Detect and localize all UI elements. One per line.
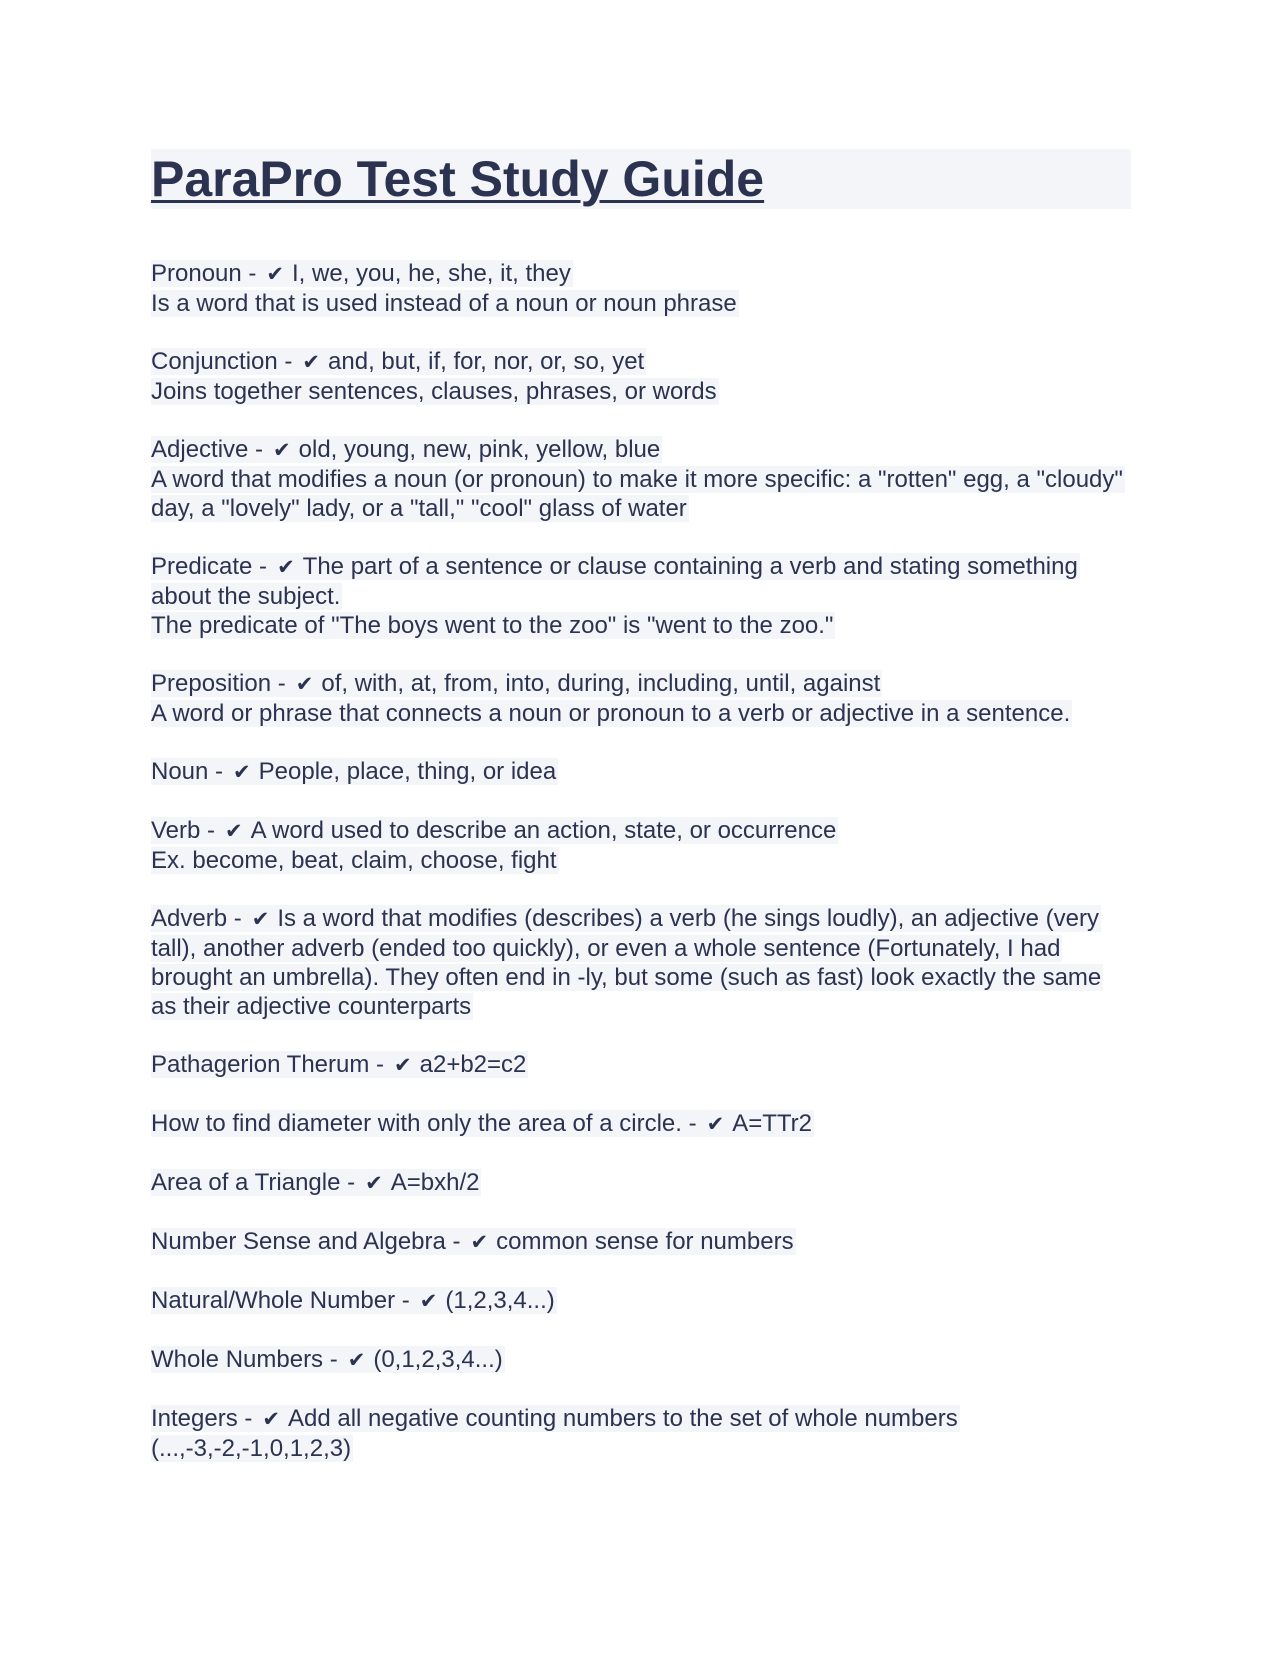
entry-main-line (151, 552, 1131, 611)
study-entry (151, 1050, 1131, 1080)
entry-term: Adjective - (151, 436, 264, 463)
entry-main-line (151, 259, 1131, 289)
study-entry (151, 552, 1131, 640)
entry-main-line (151, 1109, 1131, 1139)
entry-answer: The part of a sentence or clause containing a verb and stating something about the subject. (151, 553, 1078, 610)
title-bar (151, 149, 1131, 209)
study-entry (151, 816, 1131, 875)
entry-main-line (151, 435, 1131, 465)
study-entry (151, 1404, 1131, 1463)
study-entry (151, 1345, 1131, 1375)
entry-extra-line (151, 289, 1131, 318)
study-entry (151, 1227, 1131, 1257)
entry-extra-line (151, 611, 1131, 640)
checkmark-icon: ✔ (295, 672, 314, 696)
entry-extra-line (151, 465, 1131, 523)
entry-answer: a2+b2=c2 (419, 1051, 527, 1078)
entry-answer: Add all negative counting numbers to the set of whole numbers (...,-3,-2,-1,0,1,2,3) (151, 1405, 958, 1462)
entry-term: Predicate - (151, 553, 268, 580)
checkmark-icon: ✔ (394, 1053, 412, 1077)
checkmark-icon: ✔ (273, 438, 291, 462)
checkmark-icon: ✔ (233, 760, 251, 784)
entry-highlight (151, 1228, 796, 1255)
entry-highlight (151, 670, 882, 697)
entry-term: Preposition - (151, 670, 286, 697)
entry-highlight (151, 817, 838, 844)
entry-highlight (151, 1346, 505, 1373)
document-page (151, 149, 1131, 1492)
entry-highlight (151, 1405, 960, 1462)
entry-list (151, 259, 1131, 1463)
entry-extra-line (151, 377, 1131, 406)
entry-extra-text: Joins together sentences, clauses, phrases, or words (151, 378, 717, 405)
entry-term: How to find diameter with only the area of a circle. - (151, 1110, 697, 1137)
entry-main-line (151, 347, 1131, 377)
checkmark-icon: ✔ (419, 1289, 438, 1313)
entry-main-line (151, 1286, 1131, 1316)
entry-extra-text: The predicate of "The boys went to the zoo" is "went to the zoo." (151, 612, 834, 639)
entry-main-line (151, 757, 1131, 787)
checkmark-icon: ✔ (365, 1171, 383, 1195)
entry-answer: A=bxh/2 (390, 1169, 480, 1196)
entry-main-line (151, 1168, 1131, 1198)
entry-term: Adverb - (151, 905, 242, 932)
entry-term: Number Sense and Algebra - (151, 1228, 461, 1255)
checkmark-icon: ✔ (225, 819, 243, 843)
entry-term: Integers - (151, 1405, 253, 1432)
entry-highlight (151, 758, 558, 785)
study-entry (151, 1286, 1131, 1316)
entry-term: Pathagerion Therum - (151, 1051, 385, 1078)
entry-term: Conjunction - (151, 348, 293, 375)
entry-main-line (151, 669, 1131, 699)
entry-highlight (151, 348, 646, 375)
study-entry (151, 259, 1131, 318)
checkmark-icon: ✔ (266, 262, 285, 286)
checkmark-icon: ✔ (302, 350, 321, 374)
entry-extra-text: A word or phrase that connects a noun or pronoun to a verb or adjective in a sentence. (151, 700, 1071, 727)
entry-highlight (151, 553, 1080, 610)
entry-extra-line (151, 699, 1131, 728)
entry-extra-line (151, 846, 1131, 875)
checkmark-icon: ✔ (262, 1407, 280, 1431)
entry-term: Pronoun - (151, 260, 257, 287)
entry-answer: and, but, if, for, nor, or, so, yet (328, 348, 645, 375)
entry-highlight (151, 1169, 481, 1196)
checkmark-icon: ✔ (277, 555, 295, 579)
entry-answer: (0,1,2,3,4...) (373, 1346, 503, 1373)
entry-term: Natural/Whole Number - (151, 1287, 410, 1314)
entry-main-line (151, 1227, 1131, 1257)
entry-term: Area of a Triangle - (151, 1169, 356, 1196)
entry-answer: A=TTr2 (732, 1110, 812, 1137)
entry-main-line (151, 1050, 1131, 1080)
checkmark-icon: ✔ (470, 1230, 489, 1254)
entry-extra-text: A word that modifies a noun (or pronoun) to make it more specific: a "rotten" egg, a "cloudy" day, a "lovely" lady, or a "tall," "cool" glass of water (151, 466, 1123, 522)
entry-highlight (151, 1051, 528, 1078)
study-entry (151, 669, 1131, 728)
checkmark-icon: ✔ (251, 907, 270, 931)
study-entry (151, 757, 1131, 787)
entry-answer: common sense for numbers (496, 1228, 794, 1255)
entry-main-line (151, 816, 1131, 846)
entry-main-line (151, 1345, 1131, 1375)
entry-answer: A word used to describe an action, state, or occurrence (250, 817, 837, 844)
study-entry (151, 1109, 1131, 1139)
checkmark-icon: ✔ (706, 1112, 725, 1136)
page-title: ParaPro Test Study Guide (151, 151, 765, 207)
entry-highlight (151, 1110, 814, 1137)
entry-highlight (151, 905, 1103, 1020)
entry-answer: (1,2,3,4...) (445, 1287, 555, 1314)
entry-answer: of, with, at, from, into, during, including, until, against (321, 670, 881, 697)
entry-highlight (151, 436, 662, 463)
study-entry (151, 1168, 1131, 1198)
entry-main-line (151, 1404, 1131, 1463)
entry-main-line (151, 904, 1131, 1021)
entry-term: Noun - (151, 758, 224, 785)
entry-term: Whole Numbers - (151, 1346, 338, 1373)
entry-highlight (151, 260, 573, 287)
study-entry (151, 904, 1131, 1021)
study-entry (151, 435, 1131, 523)
entry-answer: People, place, thing, or idea (258, 758, 557, 785)
checkmark-icon: ✔ (347, 1348, 366, 1372)
entry-answer: old, young, new, pink, yellow, blue (298, 436, 661, 463)
entry-extra-text: Is a word that is used instead of a noun or noun phrase (151, 290, 737, 317)
entry-answer: Is a word that modifies (describes) a verb (he sings loudly), an adjective (very tall), another adverb (ended too quickly), or even a whole sentence (Fortunately, I had brought an umbrella). They often end in -ly, but some (such as fast) look exactly the same as their adjective counterparts (151, 905, 1102, 1020)
study-entry (151, 347, 1131, 406)
entry-answer: I, we, you, he, she, it, they (292, 260, 571, 287)
entry-term: Verb - (151, 817, 216, 844)
entry-extra-text: Ex. become, beat, claim, choose, fight (151, 847, 557, 874)
entry-highlight (151, 1287, 557, 1314)
